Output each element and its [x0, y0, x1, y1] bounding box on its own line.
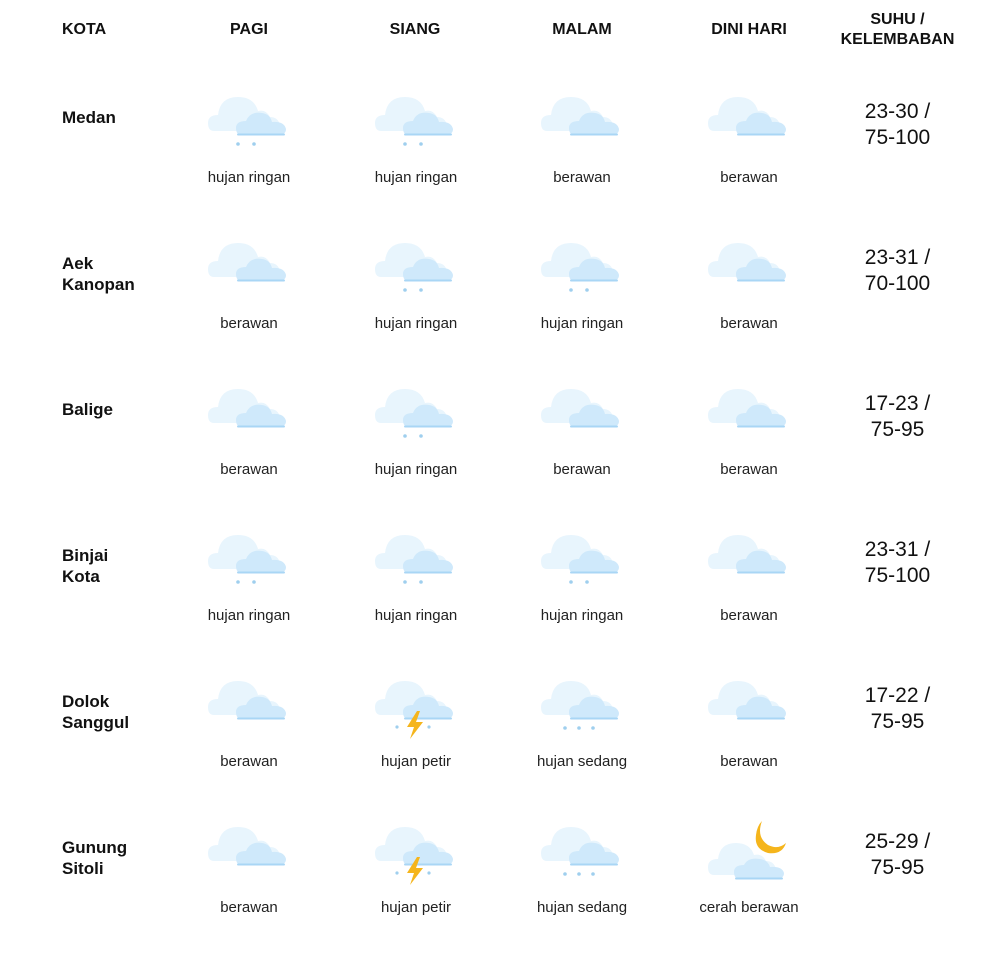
condition-label: hujan ringan — [207, 169, 291, 186]
temp-range: 23-31 / — [864, 246, 931, 269]
condition-label: berawan — [220, 899, 278, 916]
condition-label: berawan — [720, 315, 778, 332]
condition-label: hujan ringan — [374, 315, 458, 332]
city-name-line1: Medan — [62, 108, 116, 127]
city-name — [62, 253, 172, 295]
city-name-line1: Binjai — [62, 546, 109, 565]
temp-range: 23-31 / — [864, 538, 931, 561]
header-city: KOTA — [62, 21, 107, 38]
forecast-slot — [333, 671, 499, 801]
light-rain-cloud-icon — [373, 87, 459, 157]
condition-label: hujan petir — [380, 899, 452, 916]
city-name-line2: Kota — [62, 567, 100, 586]
cloud-icon — [706, 671, 792, 741]
forecast-slot — [333, 233, 499, 363]
city-name — [62, 545, 172, 587]
temp-humidity — [840, 537, 955, 589]
temp-humidity — [840, 829, 955, 881]
condition-label: hujan sedang — [536, 899, 628, 916]
condition-label: berawan — [553, 169, 611, 186]
city-name-line1: Gunung — [62, 838, 128, 857]
forecast-slot — [666, 525, 832, 655]
city-name — [62, 837, 172, 879]
city-name-line1: Balige — [62, 400, 114, 419]
light-rain-cloud-icon — [373, 379, 459, 449]
condition-label: cerah berawan — [699, 899, 799, 916]
moderate-rain-cloud-icon — [539, 671, 625, 741]
condition-label: hujan ringan — [540, 315, 624, 332]
cloud-icon — [206, 233, 292, 303]
light-rain-cloud-icon — [539, 233, 625, 303]
city-name — [62, 399, 172, 420]
forecast-slot — [166, 525, 332, 655]
light-rain-cloud-icon — [539, 525, 625, 595]
forecast-slot — [666, 233, 832, 363]
forecast-row — [0, 77, 1000, 223]
header-afternoon: SIANG — [389, 21, 441, 38]
thunderstorm-cloud-icon — [373, 817, 459, 887]
city-name-line1: Dolok — [62, 692, 110, 711]
city-name — [62, 691, 172, 733]
condition-label: hujan ringan — [374, 461, 458, 478]
cloud-icon — [706, 379, 792, 449]
forecast-slot — [166, 671, 332, 801]
thunderstorm-cloud-icon — [373, 671, 459, 741]
condition-label: berawan — [220, 753, 278, 770]
temp-humidity — [840, 99, 955, 151]
moderate-rain-cloud-icon — [539, 817, 625, 887]
cloud-icon — [206, 817, 292, 887]
cloud-icon — [539, 87, 625, 157]
condition-label: berawan — [720, 753, 778, 770]
humidity-range: 75-100 — [864, 564, 931, 587]
header-night: MALAM — [552, 21, 612, 38]
humidity-range: 75-95 — [870, 710, 925, 733]
partly-cloudy-night-icon — [706, 817, 792, 887]
forecast-slot — [166, 87, 332, 217]
forecast-slot — [666, 87, 832, 217]
temp-range: 23-30 / — [864, 100, 931, 123]
forecast-slot — [333, 379, 499, 509]
forecast-slot — [166, 817, 332, 947]
humidity-range: 70-100 — [864, 272, 931, 295]
forecast-slot — [666, 817, 832, 947]
header-temp-humidity — [835, 10, 960, 50]
city-name-line2: Kanopan — [62, 275, 135, 294]
condition-label: berawan — [220, 461, 278, 478]
forecast-slot — [333, 87, 499, 217]
forecast-slot — [499, 233, 665, 363]
cloud-icon — [706, 233, 792, 303]
temp-range: 17-23 / — [864, 392, 931, 415]
forecast-slot — [499, 525, 665, 655]
condition-label: berawan — [220, 315, 278, 332]
humidity-range: 75-95 — [870, 418, 925, 441]
cloud-icon — [206, 379, 292, 449]
light-rain-cloud-icon — [373, 525, 459, 595]
forecast-slot — [166, 379, 332, 509]
cloud-icon — [539, 379, 625, 449]
forecast-row — [0, 661, 1000, 807]
city-name-line1: Aek — [62, 254, 94, 273]
city-name-line2: Sanggul — [62, 713, 130, 732]
forecast-row — [0, 515, 1000, 661]
humidity-range: 75-100 — [864, 126, 931, 149]
condition-label: berawan — [720, 461, 778, 478]
light-rain-cloud-icon — [373, 233, 459, 303]
forecast-slot — [333, 817, 499, 947]
condition-label: hujan petir — [380, 753, 452, 770]
temp-range: 25-29 / — [864, 830, 931, 853]
condition-label: hujan sedang — [536, 753, 628, 770]
temp-humidity — [840, 245, 955, 297]
table-header — [0, 0, 1000, 60]
forecast-slot — [333, 525, 499, 655]
light-rain-cloud-icon — [206, 525, 292, 595]
forecast-slot — [499, 379, 665, 509]
temp-humidity — [840, 391, 955, 443]
forecast-row — [0, 369, 1000, 515]
cloud-icon — [206, 671, 292, 741]
city-name-line2: Sitoli — [62, 859, 104, 878]
light-rain-cloud-icon — [206, 87, 292, 157]
forecast-row — [0, 223, 1000, 369]
forecast-row — [0, 807, 1000, 953]
header-temp-line1: SUHU / — [870, 11, 925, 28]
forecast-slot — [166, 233, 332, 363]
cloud-icon — [706, 525, 792, 595]
condition-label: berawan — [720, 169, 778, 186]
condition-label: hujan ringan — [374, 607, 458, 624]
city-name — [62, 107, 172, 128]
cloud-icon — [706, 87, 792, 157]
condition-label: berawan — [553, 461, 611, 478]
condition-label: hujan ringan — [374, 169, 458, 186]
temp-humidity — [840, 683, 955, 735]
forecast-slot — [499, 671, 665, 801]
header-morning: PAGI — [230, 21, 268, 38]
humidity-range: 75-95 — [870, 856, 925, 879]
temp-range: 17-22 / — [864, 684, 931, 707]
condition-label: hujan ringan — [540, 607, 624, 624]
forecast-slot — [666, 671, 832, 801]
forecast-slot — [499, 87, 665, 217]
header-early-morning: DINI HARI — [711, 21, 787, 38]
forecast-slot — [499, 817, 665, 947]
forecast-slot — [666, 379, 832, 509]
condition-label: berawan — [720, 607, 778, 624]
header-temp-line2: KELEMBABAN — [840, 31, 955, 48]
condition-label: hujan ringan — [207, 607, 291, 624]
